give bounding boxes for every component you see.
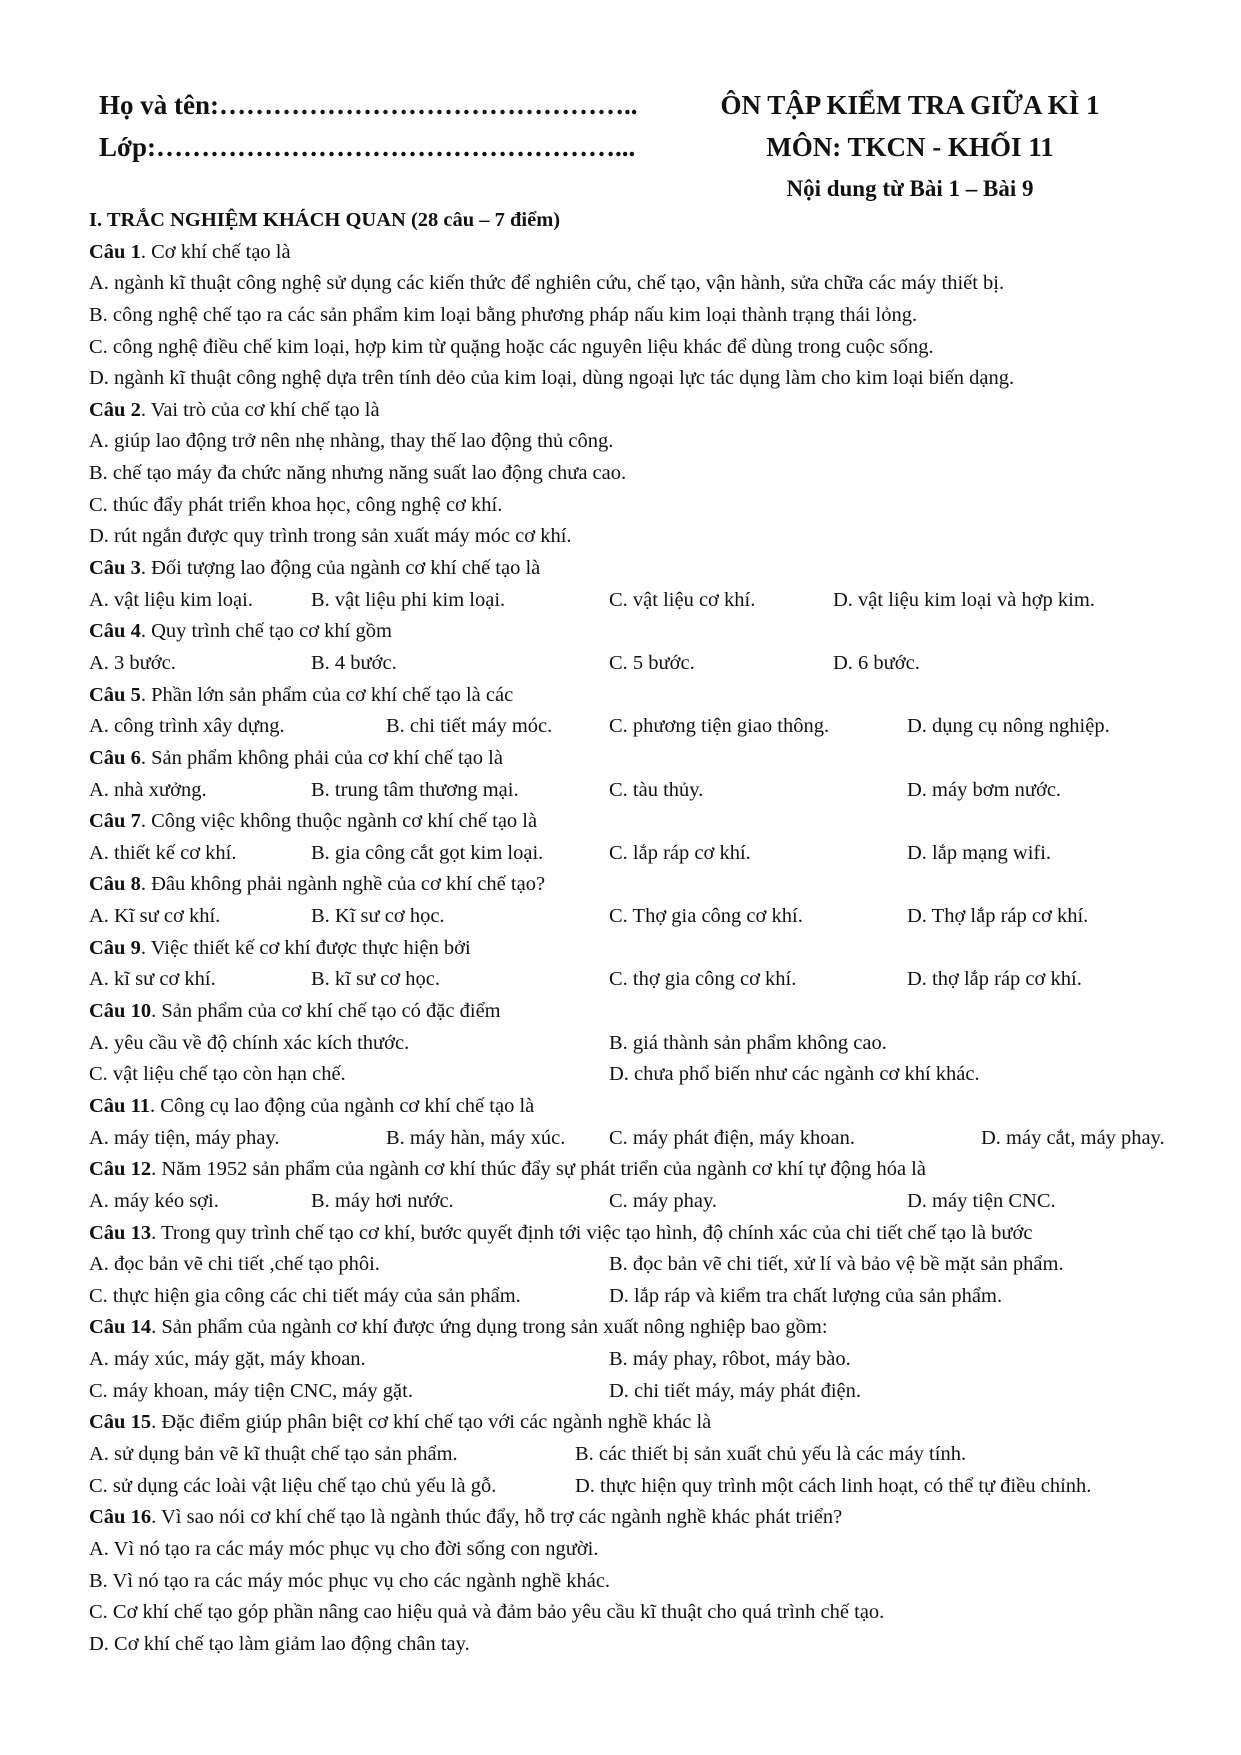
question-label: Câu 15: [89, 1411, 152, 1434]
question-label: Câu 4: [89, 620, 141, 643]
question-label: Câu 1: [89, 240, 141, 263]
option-12b: B. máy hơi nước.: [311, 1189, 454, 1212]
option-16a: A. Vì nó tạo ra các máy móc phục vụ cho đời sống con người.: [89, 1537, 599, 1560]
option-15b: B. các thiết bị sản xuất chủ yếu là các máy tính.: [575, 1442, 967, 1465]
option-6d: D. máy bơm nước.: [907, 778, 1062, 801]
option-8b: B. Kĩ sư cơ học.: [311, 905, 445, 928]
question-15: [89, 1407, 1209, 1439]
question-text: . Công cụ lao động của ngành cơ khí chế tạo là: [149, 1094, 535, 1117]
option-9c: C. thợ gia công cơ khí.: [609, 968, 797, 991]
exam-title: ÔN TẬP KIỂM TRA GIỮA KÌ 1: [720, 90, 1100, 120]
option-8d: D. Thợ lắp ráp cơ khí.: [907, 905, 1089, 928]
question-text: . Công việc không thuộc ngành cơ khí chế tạo là: [140, 810, 538, 833]
option-14c: C. máy khoan, máy tiện CNC, máy gặt.: [89, 1379, 413, 1402]
options-row-12: [89, 1186, 1209, 1218]
question-12: [89, 1154, 1209, 1186]
option-1d: D. ngành kĩ thuật công nghệ dựa trên tính dẻo của kim loại, dùng ngoại lực tác dụng làm cho kim loại biến dạng.: [89, 367, 1015, 390]
question-text: . Vì sao nói cơ khí chế tạo là ngành thúc đẩy, hỗ trợ các ngành nghề khác phát triển?: [151, 1506, 843, 1529]
option-10c: C. vật liệu chế tạo còn hạn chế.: [89, 1063, 346, 1086]
options-row-5: [89, 711, 1209, 743]
question-11: [89, 1091, 1209, 1123]
option-11d: D. máy cắt, máy phay.: [981, 1126, 1165, 1149]
exam-subject: MÔN: TKCN - KHỐI 11: [766, 132, 1054, 162]
question-6: [89, 743, 1209, 775]
option-9a: A. kĩ sư cơ khí.: [89, 968, 216, 991]
option-5c: C. phương tiện giao thông.: [609, 715, 830, 738]
class-line: Lớp:……………………………………………...: [99, 132, 636, 162]
question-label: Câu 3: [89, 557, 141, 580]
option-5b: B. chi tiết máy móc.: [386, 715, 553, 738]
option-10b: B. giá thành sản phẩm không cao.: [609, 1031, 887, 1054]
option-4b: B. 4 bước.: [311, 651, 397, 674]
question-label: Câu 14: [89, 1316, 152, 1339]
option-15c: C. sử dụng các loài vật liệu chế tạo chủ yếu là gỗ.: [89, 1474, 497, 1497]
options-row-7: [89, 838, 1209, 870]
options-row-14b: [89, 1376, 1209, 1408]
question-7: [89, 806, 1209, 838]
option-1a: A. ngành kĩ thuật công nghệ sử dụng các kiến thức để nghiên cứu, chế tạo, vận hành, sửa chữa các máy thiết bị.: [89, 272, 1005, 295]
option-1b: B. công nghệ chế tạo ra các sản phẩm kim loại bằng phương pháp nấu kim loại thành trạng thái lỏng.: [89, 303, 918, 326]
question-text: . Phần lớn sản phẩm của cơ khí chế tạo là các: [140, 683, 514, 706]
options-row-14a: [89, 1344, 1209, 1376]
question-label: Câu 9: [89, 936, 141, 959]
option-1c: C. công nghệ điều chế kim loại, hợp kim từ quặng hoặc các nguyên liệu khác để dùng trong cuộc sống.: [89, 335, 934, 358]
options-row-15b: [89, 1471, 1209, 1503]
option-11b: B. máy hàn, máy xúc.: [386, 1126, 566, 1149]
question-text: . Sản phẩm của ngành cơ khí được ứng dụng trong sản xuất nông nghiệp bao gồm:: [151, 1316, 828, 1339]
question-list: [89, 205, 1209, 1660]
option-4d: D. 6 bước.: [833, 651, 920, 674]
options-row-3: [89, 585, 1209, 617]
question-label: Câu 6: [89, 746, 141, 769]
options-row-10a: [89, 1028, 1209, 1060]
section-title: I. TRẮC NGHIỆM KHÁCH QUAN (28 câu – 7 điểm): [89, 209, 561, 231]
question-5: [89, 680, 1209, 712]
option-13a: A. đọc bản vẽ chi tiết ,chế tạo phôi.: [89, 1253, 380, 1276]
question-text: . Trong quy trình chế tạo cơ khí, bước quyết định tới việc tạo hình, độ chính xác của chi tiết chế tạo là bước: [151, 1221, 1033, 1244]
option-12a: A. máy kéo sợi.: [89, 1189, 219, 1212]
exam-title-block: [660, 88, 1160, 208]
exam-scope: Nội dung từ Bài 1 – Bài 9: [786, 176, 1034, 201]
option-15d: D. thực hiện quy trình một cách linh hoạt, có thể tự điều chỉnh.: [575, 1474, 1092, 1497]
question-text: . Năm 1952 sản phẩm của ngành cơ khí thúc đẩy sự phát triển của ngành cơ khí tự động hóa là: [151, 1158, 926, 1181]
question-text: . Đặc điểm giúp phân biệt cơ khí chế tạo với các ngành nghề khác là: [151, 1411, 712, 1434]
option-4a: A. 3 bước.: [89, 651, 176, 674]
question-label: Câu 2: [89, 398, 141, 421]
option-11c: C. máy phát điện, máy khoan.: [609, 1126, 855, 1149]
question-label: Câu 10: [89, 1000, 152, 1023]
question-label: Câu 7: [89, 810, 141, 833]
option-8a: A. Kĩ sư cơ khí.: [89, 905, 221, 928]
option-13b: B. đọc bản vẽ chi tiết, xử lí và bảo vệ bề mặt sản phẩm.: [609, 1253, 1064, 1276]
options-row-4: [89, 648, 1209, 680]
question-label: Câu 13: [89, 1221, 152, 1244]
option-3c: C. vật liệu cơ khí.: [609, 588, 756, 611]
option-5a: A. công trình xây dựng.: [89, 715, 285, 738]
student-info: [99, 88, 659, 172]
option-13c: C. thực hiện gia công các chi tiết máy của sản phẩm.: [89, 1284, 521, 1307]
option-14a: A. máy xúc, máy gặt, máy khoan.: [89, 1348, 366, 1371]
question-text: . Sản phẩm không phải của cơ khí chế tạo là: [140, 746, 503, 769]
option-14b: B. máy phay, rôbot, máy bào.: [609, 1348, 851, 1371]
question-16: [89, 1502, 1209, 1534]
question-8: [89, 869, 1209, 901]
option-13d: D. lắp ráp và kiểm tra chất lượng của sản phẩm.: [609, 1284, 1003, 1307]
option-16d: D. Cơ khí chế tạo làm giảm lao động chân tay.: [89, 1632, 470, 1655]
option-7b: B. gia công cắt gọt kim loại.: [311, 841, 544, 864]
option-16b: B. Vì nó tạo ra các máy móc phục vụ cho các ngành nghề khác.: [89, 1569, 611, 1592]
option-3d: D. vật liệu kim loại và hợp kim.: [833, 588, 1095, 611]
question-label: Câu 16: [89, 1506, 152, 1529]
question-text: . Đối tượng lao động của ngành cơ khí chế tạo là: [140, 557, 541, 580]
question-text: . Quy trình chế tạo cơ khí gồm: [140, 620, 392, 643]
question-text: . Việc thiết kế cơ khí được thực hiện bởi: [140, 936, 471, 959]
question-1: [89, 237, 1209, 269]
option-9d: D. thợ lắp ráp cơ khí.: [907, 968, 1082, 991]
question-10: [89, 996, 1209, 1028]
question-14: [89, 1312, 1209, 1344]
question-3: [89, 553, 1209, 585]
option-16c: C. Cơ khí chế tạo góp phần nâng cao hiệu quả và đảm bảo yêu cầu kĩ thuật cho quá trình chế tạo.: [89, 1601, 885, 1624]
option-15a: A. sử dụng bản vẽ kĩ thuật chế tạo sản phẩm.: [89, 1442, 458, 1465]
question-text: . Đâu không phải ngành nghề của cơ khí chế tạo?: [140, 873, 546, 896]
option-3b: B. vật liệu phi kim loại.: [311, 588, 506, 611]
question-label: Câu 5: [89, 683, 141, 706]
question-label: Câu 8: [89, 873, 141, 896]
options-row-13b: [89, 1281, 1209, 1313]
options-row-8: [89, 901, 1209, 933]
question-9: [89, 933, 1209, 965]
option-14d: D. chi tiết máy, máy phát điện.: [609, 1379, 862, 1402]
question-text: . Vai trò của cơ khí chế tạo là: [140, 398, 380, 421]
question-13: [89, 1218, 1209, 1250]
question-2: [89, 395, 1209, 427]
question-text: . Sản phẩm của cơ khí chế tạo có đặc điểm: [151, 1000, 501, 1023]
option-2d: D. rút ngắn được quy trình trong sản xuất máy móc cơ khí.: [89, 525, 572, 548]
options-row-10b: [89, 1059, 1209, 1091]
options-row-6: [89, 775, 1209, 807]
option-11a: A. máy tiện, máy phay.: [89, 1126, 280, 1149]
option-8c: C. Thợ gia công cơ khí.: [609, 905, 803, 928]
option-4c: C. 5 bước.: [609, 651, 695, 674]
option-10d: D. chưa phổ biến như các ngành cơ khí khác.: [609, 1063, 980, 1086]
options-row-15a: [89, 1439, 1209, 1471]
option-2c: C. thúc đẩy phát triển khoa học, công nghệ cơ khí.: [89, 493, 503, 516]
question-label: Câu 12: [89, 1158, 152, 1181]
options-row-13a: [89, 1249, 1209, 1281]
option-6a: A. nhà xưởng.: [89, 778, 207, 801]
option-6b: B. trung tâm thương mại.: [311, 778, 519, 801]
option-2b: B. chế tạo máy đa chức năng nhưng năng suất lao động chưa cao.: [89, 462, 627, 485]
option-3a: A. vật liệu kim loại.: [89, 588, 253, 611]
option-7d: D. lắp mạng wifi.: [907, 841, 1052, 864]
name-line: Họ và tên:………………………………………..: [99, 90, 638, 120]
option-12d: D. máy tiện CNC.: [907, 1189, 1056, 1212]
question-4: [89, 616, 1209, 648]
question-text: . Cơ khí chế tạo là: [140, 240, 291, 263]
option-7c: C. lắp ráp cơ khí.: [609, 841, 751, 864]
option-12c: C. máy phay.: [609, 1189, 717, 1212]
option-7a: A. thiết kế cơ khí.: [89, 841, 237, 864]
options-row-9: [89, 964, 1209, 996]
option-2a: A. giúp lao động trở nên nhẹ nhàng, thay thế lao động thủ công.: [89, 430, 614, 453]
option-5d: D. dụng cụ nông nghiệp.: [907, 715, 1110, 738]
options-row-11: [89, 1123, 1209, 1155]
question-label: Câu 11: [89, 1094, 150, 1117]
option-9b: B. kĩ sư cơ học.: [311, 968, 440, 991]
option-6c: C. tàu thủy.: [609, 778, 704, 801]
option-10a: A. yêu cầu về độ chính xác kích thước.: [89, 1031, 410, 1054]
